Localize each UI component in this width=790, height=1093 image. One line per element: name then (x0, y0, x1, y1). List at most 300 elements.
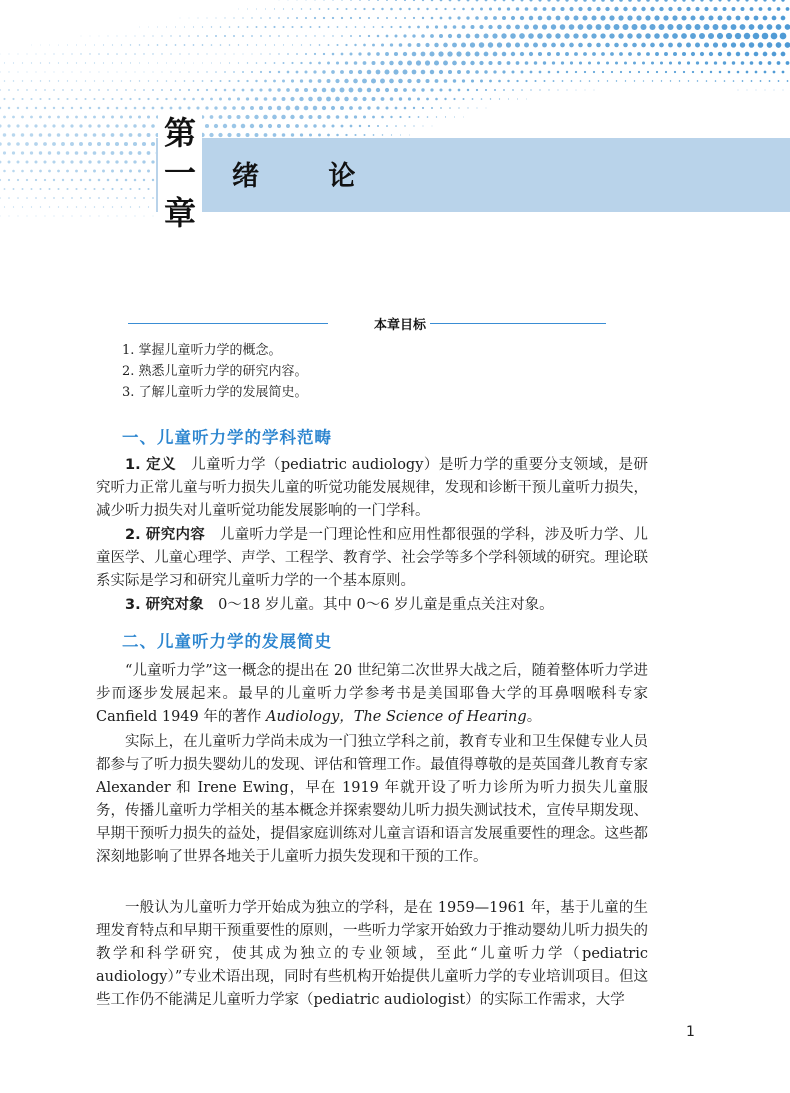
decorative-dot (76, 80, 77, 81)
decorative-dot (578, 24, 584, 30)
decorative-dot (713, 42, 718, 47)
decorative-dot (462, 8, 465, 11)
decorative-dot (260, 17, 262, 19)
decorative-dot (759, 7, 763, 11)
decorative-dot (152, 89, 154, 91)
decorative-dot (548, 71, 551, 74)
decorative-dot (709, 52, 713, 56)
decorative-dot (48, 188, 50, 190)
decorative-dot (484, 70, 487, 73)
decorative-dot (381, 8, 383, 10)
decorative-dot (611, 71, 613, 73)
decorative-dot (184, 44, 186, 46)
decorative-dot (434, 60, 439, 65)
decorative-dot (81, 36, 82, 37)
decorative-dot (394, 88, 398, 92)
decorative-dot (13, 62, 14, 63)
decorative-dot (772, 16, 777, 21)
decorative-dot (16, 124, 19, 127)
decorative-dot (596, 24, 602, 30)
decorative-dot (66, 98, 68, 100)
decorative-dot (45, 216, 46, 217)
decorative-dot (125, 53, 127, 55)
decorative-dot (377, 125, 379, 127)
decorative-dot (57, 133, 61, 137)
decorative-dot (534, 61, 537, 64)
decorative-dot (659, 43, 664, 48)
decorative-dot (264, 97, 268, 101)
decorative-dot (493, 70, 496, 73)
decorative-dot (629, 71, 631, 73)
decorative-dot (399, 43, 403, 47)
decorative-dot (71, 179, 73, 181)
decorative-dot (210, 115, 214, 119)
book-title: Audiology，The Science of Hearing (265, 709, 527, 725)
decorative-dot (345, 134, 347, 136)
decorative-dot (421, 34, 425, 38)
decorative-dot (13, 80, 14, 81)
decorative-dot (457, 16, 460, 19)
decorative-dot (121, 44, 122, 45)
decorative-dot (345, 61, 348, 64)
decorative-dot (134, 197, 136, 199)
decorative-dot (656, 71, 658, 73)
decorative-dot (507, 61, 511, 65)
decorative-dot (53, 89, 55, 91)
decorative-dot (488, 61, 492, 65)
decorative-dot (151, 142, 155, 146)
chapter-label-char: 第 (163, 114, 196, 152)
decorative-dot (152, 35, 153, 36)
decorative-dot (372, 116, 375, 119)
decorative-dot (551, 24, 556, 29)
decorative-dot (81, 216, 82, 217)
decorative-dot (758, 42, 764, 48)
decorative-dot (733, 80, 735, 82)
decorative-dot (561, 61, 564, 64)
decorative-dot (277, 88, 280, 91)
decorative-dot (422, 17, 424, 19)
decorative-dot (722, 42, 727, 47)
decorative-dot (785, 24, 790, 30)
decorative-dot (543, 61, 546, 64)
decorative-dot (22, 80, 23, 81)
decorative-dot (152, 53, 153, 54)
decorative-dot (0, 197, 1, 199)
decorative-dot (278, 71, 280, 73)
decorative-dot (22, 188, 24, 190)
decorative-dot (499, 98, 500, 99)
decorative-dot (238, 44, 239, 45)
goal-item: 2. 熟悉儿童听力学的研究内容。 (122, 364, 308, 379)
decorative-dot (705, 61, 708, 64)
decorative-dot (732, 61, 735, 64)
decorative-dot (147, 115, 150, 118)
decorative-dot (331, 124, 334, 127)
decorative-dot (677, 7, 681, 11)
decorative-dot (667, 24, 673, 30)
decorative-dot (283, 44, 284, 45)
decorative-dot (175, 63, 176, 64)
decorative-dot (547, 0, 550, 2)
decorative-dot (448, 70, 452, 74)
decorative-dot (93, 133, 97, 137)
decorative-dot (295, 88, 299, 92)
decorative-dot (247, 9, 248, 10)
decorative-dot (198, 18, 199, 19)
decorative-dot (672, 15, 677, 20)
decorative-dot (416, 60, 421, 65)
decorative-dot (192, 98, 195, 101)
decorative-dot (417, 8, 419, 10)
decorative-dot (600, 15, 605, 20)
decorative-dot (731, 42, 736, 47)
decorative-dot (390, 26, 392, 28)
decorative-dot (274, 8, 275, 9)
decorative-dot (4, 188, 6, 190)
decorative-dot (66, 116, 69, 119)
decorative-dot (780, 33, 787, 40)
decorative-dot (103, 44, 104, 45)
decorative-dot (147, 151, 151, 155)
decorative-dot (67, 62, 68, 63)
decorative-dot (727, 0, 730, 2)
decorative-dot (116, 197, 118, 199)
decorative-dot (295, 124, 299, 128)
decorative-dot (447, 51, 452, 56)
decorative-dot (367, 88, 372, 93)
decorative-dot (57, 98, 59, 100)
decorative-dot (108, 36, 109, 37)
decorative-dot (147, 188, 149, 190)
decorative-dot (193, 44, 195, 46)
decorative-dot (174, 98, 176, 100)
decorative-dot (426, 79, 430, 83)
decorative-dot (242, 17, 243, 18)
decorative-dot (627, 15, 632, 20)
decorative-dot (750, 7, 754, 11)
decorative-dot (264, 133, 268, 137)
decorative-dot (273, 97, 277, 101)
decorative-dot (337, 8, 339, 10)
decorative-dot (273, 133, 277, 137)
decorative-dot (421, 88, 424, 91)
decorative-dot (538, 0, 541, 2)
decorative-dot (618, 15, 623, 20)
decorative-dot (94, 62, 95, 63)
decorative-dot (439, 70, 443, 74)
decorative-dot (341, 0, 342, 1)
decorative-dot (664, 52, 668, 56)
decorative-dot (0, 124, 2, 127)
decorative-dot (89, 89, 91, 91)
decorative-dot (98, 179, 101, 182)
decorative-dot (0, 71, 1, 72)
decorative-dot (35, 53, 36, 54)
chapter-goals-list (122, 340, 308, 403)
decorative-dot (390, 8, 393, 11)
decorative-dot (772, 0, 775, 2)
decorative-dot (562, 80, 564, 82)
decorative-dot (520, 16, 524, 20)
decorative-dot (224, 17, 225, 18)
decorative-dot (762, 33, 769, 40)
decorative-dot (22, 62, 23, 63)
decorative-dot (282, 97, 286, 101)
decorative-dot (458, 107, 459, 108)
decorative-dot (220, 44, 222, 46)
decorative-dot (654, 33, 660, 39)
decorative-dot (763, 52, 768, 57)
decorative-dot (341, 125, 344, 128)
decorative-dot (493, 52, 498, 57)
decorative-dot (219, 98, 222, 101)
decorative-dot (434, 43, 438, 47)
decorative-dot (381, 116, 384, 119)
decorative-dot (372, 44, 375, 47)
decorative-dot (407, 61, 412, 66)
decorative-dot (376, 106, 379, 109)
decorative-dot (215, 53, 216, 54)
decorative-dot (472, 98, 474, 100)
decorative-dot (534, 80, 536, 82)
decorative-dot (26, 89, 28, 91)
decorative-dot (422, 0, 424, 1)
decorative-dot (714, 61, 717, 64)
decorative-dot (61, 160, 64, 163)
decorative-dot (659, 7, 663, 11)
decorative-dot (170, 107, 173, 110)
decorative-dot (398, 79, 403, 84)
decorative-dot (600, 33, 605, 38)
decorative-dot (286, 88, 290, 92)
decorative-dot (452, 43, 457, 48)
decorative-dot (308, 97, 313, 102)
decorative-dot (439, 34, 443, 38)
decorative-dot (372, 61, 376, 65)
decorative-dot (111, 188, 113, 190)
decorative-dot (166, 63, 167, 64)
decorative-dot (205, 124, 209, 128)
decorative-dot (429, 51, 434, 56)
decorative-dot (654, 15, 659, 20)
decorative-dot (22, 206, 23, 207)
decorative-dot (138, 133, 142, 137)
decorative-dot (695, 7, 699, 11)
decorative-dot (430, 70, 434, 74)
decorative-dot (161, 53, 162, 54)
decorative-dot (175, 44, 177, 46)
decorative-dot (290, 115, 294, 119)
decorative-dot (660, 61, 663, 64)
decorative-dot (287, 71, 290, 74)
decorative-dot (353, 97, 357, 101)
decorative-dot (314, 0, 315, 1)
decorative-dot (102, 116, 105, 119)
decorative-dot (88, 142, 92, 146)
decorative-dot (358, 70, 362, 74)
decorative-dot (569, 24, 575, 30)
decorative-dot (35, 89, 37, 91)
decorative-dot (463, 98, 465, 100)
decorative-dot (364, 134, 366, 136)
decorative-dot (142, 160, 145, 163)
decorative-dot (48, 133, 52, 137)
decorative-dot (555, 33, 560, 38)
decorative-dot (547, 16, 552, 21)
decorative-dot (435, 98, 438, 101)
decorative-dot (526, 99, 527, 100)
decorative-dot (223, 106, 226, 109)
decorative-dot (89, 107, 91, 109)
decorative-dot (607, 80, 608, 81)
decorative-dot (286, 124, 290, 128)
decorative-dot (107, 179, 110, 182)
decorative-dot (84, 170, 87, 173)
decorative-dot (31, 206, 32, 207)
decorative-dot (30, 116, 33, 119)
decorative-dot (139, 44, 140, 45)
decorative-dot (389, 79, 394, 84)
decorative-dot (727, 52, 731, 56)
decorative-dot (589, 80, 591, 82)
decorative-dot (645, 15, 650, 20)
decorative-dot (503, 0, 506, 1)
decorative-dot (277, 106, 281, 110)
decorative-dot (143, 197, 145, 199)
decorative-dot (700, 0, 703, 2)
decorative-dot (269, 35, 271, 37)
decorative-dot (70, 160, 73, 163)
decorative-dot (53, 107, 55, 109)
decorative-dot (138, 188, 140, 190)
decorative-dot (89, 197, 91, 199)
decorative-dot (395, 35, 398, 38)
decorative-dot (72, 72, 73, 73)
decorative-dot (650, 43, 655, 48)
decorative-dot (188, 53, 189, 54)
decorative-dot (211, 80, 213, 82)
decorative-dot (129, 98, 131, 100)
decorative-dot (614, 43, 619, 48)
decorative-dot (129, 116, 132, 119)
decorative-dot (157, 80, 158, 81)
decorative-dot (70, 142, 74, 146)
decorative-dot (265, 62, 267, 64)
decorative-dot (674, 71, 676, 73)
decorative-dot (296, 35, 298, 37)
decorative-dot (57, 116, 60, 119)
decorative-dot (722, 7, 726, 11)
decorative-dot (691, 0, 694, 2)
decorative-dot (328, 8, 330, 10)
decorative-dot (220, 62, 221, 63)
decorative-dot (201, 98, 204, 101)
decorative-dot (34, 160, 37, 163)
decorative-dot (670, 80, 671, 81)
decorative-dot (88, 160, 91, 163)
decorative-dot (313, 88, 317, 92)
decorative-dot (560, 43, 565, 48)
decorative-dot (58, 45, 59, 46)
decorative-dot (331, 88, 336, 93)
decorative-dot (66, 151, 70, 155)
decorative-dot (282, 26, 284, 28)
decorative-dot (98, 53, 100, 55)
decorative-dot (501, 33, 506, 38)
decorative-dot (620, 71, 622, 73)
decorative-dot (193, 63, 194, 64)
decorative-dot (103, 80, 104, 81)
decorative-dot (148, 206, 149, 207)
decorative-dot (520, 52, 524, 56)
decorative-dot (129, 188, 131, 190)
decorative-dot (578, 7, 582, 11)
decorative-dot (681, 33, 687, 39)
decorative-dot (175, 26, 176, 27)
decorative-dot (84, 98, 86, 100)
decorative-dot (736, 0, 739, 2)
decorative-dot (236, 133, 240, 137)
decorative-dot (44, 107, 46, 109)
decorative-dot (268, 106, 272, 110)
decorative-dot (579, 61, 582, 64)
decorative-dot (516, 80, 518, 82)
decorative-dot (161, 89, 163, 91)
decorative-dot (292, 8, 293, 9)
decorative-dot (243, 54, 244, 55)
decorative-dot (560, 24, 566, 30)
decorative-dot (783, 90, 784, 91)
decorative-dot (479, 42, 485, 48)
decorative-dot (0, 161, 1, 164)
decorative-dot (309, 79, 313, 83)
decorative-dot (413, 107, 415, 109)
decorative-dot (673, 0, 676, 2)
decorative-dot (456, 51, 461, 56)
decorative-dot (66, 170, 69, 173)
decorative-dot (80, 179, 82, 181)
decorative-dot (642, 62, 645, 65)
decorative-dot (233, 35, 235, 37)
decorative-dot (264, 80, 267, 83)
decorative-dot (668, 7, 672, 11)
decorative-dot (54, 216, 55, 217)
decorative-dot (727, 16, 732, 21)
decorative-dot (358, 88, 363, 93)
decorative-dot (130, 44, 131, 45)
decorative-dot (425, 60, 430, 65)
decorative-dot (787, 80, 789, 82)
decorative-dot (305, 17, 307, 19)
decorative-dot (3, 133, 6, 136)
decorative-dot (435, 25, 438, 28)
paragraph-text: 。 (526, 709, 542, 725)
decorative-dot (417, 43, 421, 47)
decorative-dot (7, 142, 11, 146)
decorative-dot (431, 17, 434, 20)
decorative-dot (43, 142, 47, 146)
decorative-dot (449, 107, 451, 109)
decorative-dot (344, 79, 348, 83)
decorative-dot (313, 106, 317, 110)
decorative-dot (179, 53, 180, 54)
decorative-dot (26, 53, 27, 54)
decorative-dot (21, 151, 24, 154)
decorative-dot (529, 16, 533, 20)
decorative-dot (52, 124, 55, 127)
decorative-dot (781, 16, 786, 21)
